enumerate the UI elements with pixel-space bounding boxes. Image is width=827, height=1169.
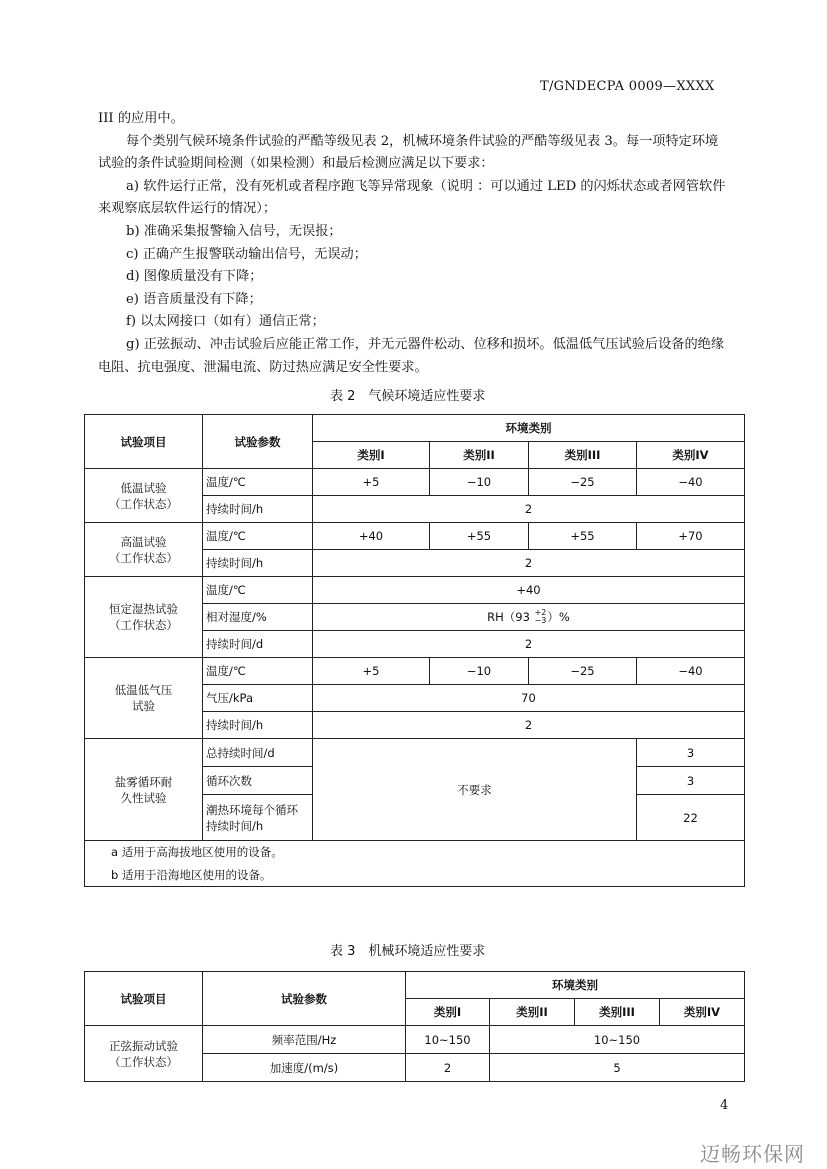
cell: +40: [313, 523, 430, 550]
param-line: 潮热环境每个循环: [206, 802, 298, 817]
header-cat2: 类别II: [430, 442, 529, 469]
name-line: （工作状态）: [109, 1054, 178, 1069]
table2-caption: 表 2 气候环境适应性要求: [330, 389, 486, 404]
param-temp: 温度/℃: [203, 469, 313, 496]
param-temp: 温度/℃: [203, 658, 313, 685]
cell: 2: [313, 496, 745, 523]
header-env: 环境类别: [313, 415, 745, 442]
name-line: 恒定湿热试验: [109, 602, 178, 616]
name-line: 低温低气压: [114, 683, 173, 697]
name-line: 正弦振动试验: [109, 1038, 178, 1053]
cell: 2: [313, 712, 745, 739]
mechanical-table: [84, 971, 745, 1082]
header-cat4: 类别IV: [660, 999, 745, 1026]
cell: 10~150: [406, 1026, 490, 1054]
cell: −25: [529, 469, 637, 496]
cell: 10~150: [490, 1026, 745, 1054]
rh-prefix: RH（93: [487, 609, 534, 624]
climate-table: [84, 414, 745, 887]
name-line: 低温试验: [120, 480, 167, 495]
body-line: d) 图像质量没有下降；: [126, 269, 263, 285]
cell: +5: [313, 658, 430, 685]
cell: +55: [529, 523, 637, 550]
header-cat2: 类别II: [490, 999, 575, 1026]
row-low-temp-name: [85, 469, 203, 523]
header-cat1: 类别I: [406, 999, 490, 1026]
header-cat3: 类别III: [529, 442, 637, 469]
body-line: a) 软件运行正常，没有死机或者程序跑飞等异常现象（说明 ：可以通过 LED 的闪烁状态或者网管软件来观察底层软件运行的情况）；: [98, 178, 726, 217]
cell: 70: [313, 685, 745, 712]
header-cat3: 类别III: [575, 999, 660, 1026]
rh-down: −3: [534, 616, 547, 626]
param-freq: 频率范围/Hz: [203, 1026, 406, 1054]
param-temp: 温度/℃: [203, 577, 313, 604]
name-line: 试验: [132, 699, 155, 713]
body-line: 每个类别气候环境条件试验的严酷等级见表 2，机械环境条件试验的严酷等级见表 3。每一项特定环境试验的条件试验期间检测（如果检测）和最后检测应满足以下要求：: [98, 133, 719, 172]
param-hours: 持续时间/h: [203, 550, 313, 577]
cell: 2: [313, 631, 745, 658]
param-temp: 温度/℃: [203, 523, 313, 550]
param-line: 持续时间/h: [206, 818, 264, 833]
header-item: 试验项目: [85, 972, 203, 1026]
cell: −40: [637, 469, 745, 496]
cell: +5: [313, 469, 430, 496]
cell: 5: [490, 1054, 745, 1082]
cell: 3: [637, 767, 745, 795]
body-text: [98, 108, 728, 379]
row-low-pressure-name: [85, 658, 203, 739]
cell: +55: [430, 523, 529, 550]
body-line: g) 正弦振动、冲击试验后应能正常工作，并无元器件松动、位移和损坏。低温低气压试验后设备的绝缘电阻、抗电强度、泄漏电流、防过热应满足安全性要求。: [98, 336, 725, 375]
name-line: 高温试验: [120, 534, 167, 549]
cell: 2: [313, 550, 745, 577]
param-hours: 持续时间/h: [203, 496, 313, 523]
header-cat1: 类别I: [313, 442, 430, 469]
header-item: 试验项目: [85, 415, 203, 469]
header-cat4: 类别IV: [637, 442, 745, 469]
row-sine-vibration-name: [85, 1026, 203, 1082]
body-line: f) 以太网接口（如有）通信正常；: [126, 314, 325, 330]
header-param: 试验参数: [203, 415, 313, 469]
body-line: c) 正确产生报警联动输出信号，无误动；: [126, 246, 367, 262]
cell: 2: [406, 1054, 490, 1082]
rh-tolerance: [535, 609, 547, 625]
param-days: 持续时间/d: [203, 631, 313, 658]
name-line: （工作状态）: [109, 496, 178, 511]
param-kpa: 气压/kPa: [203, 685, 313, 712]
param-cycles: 循环次数: [203, 767, 313, 795]
row-damp-heat-name: [85, 577, 203, 658]
name-line: （工作状态）: [109, 550, 178, 565]
cell-not-required: 不要求: [313, 739, 637, 841]
name-line: 久性试验: [120, 790, 167, 805]
rh-suffix: ）%: [547, 609, 570, 624]
page-number: 4: [720, 1098, 729, 1113]
cell: +40: [313, 577, 745, 604]
param-rh: 相对湿度/%: [203, 604, 313, 631]
body-line: III 的应用中。: [98, 111, 184, 126]
watermark: 迈畅环保网: [700, 1142, 805, 1166]
cell: 3: [637, 739, 745, 767]
note-a: a 适用于高海拔地区使用的设备。: [85, 841, 745, 864]
name-line: （工作状态）: [109, 618, 178, 632]
body-line: b) 准确采集报警输入信号，无误报；: [126, 223, 342, 239]
header-env: 环境类别: [406, 972, 745, 999]
cell: −40: [637, 658, 745, 685]
row-salt-mist-name: [85, 739, 203, 841]
param-total-days: 总持续时间/d: [203, 739, 313, 767]
document-code: T/GNDECPA 0009—XXXX: [540, 79, 715, 94]
cell: −10: [430, 469, 529, 496]
table3-caption: 表 3 机械环境适应性要求: [330, 944, 486, 959]
cell-rh: [313, 604, 745, 631]
body-line: e) 语音质量没有下降；: [126, 291, 262, 307]
rh-up: +2: [534, 608, 547, 618]
cell: +70: [637, 523, 745, 550]
param-hours: 持续时间/h: [203, 712, 313, 739]
param-cycle-duration: [203, 795, 313, 841]
header-param: 试验参数: [203, 972, 406, 1026]
cell: −10: [430, 658, 529, 685]
note-b: b 适用于沿海地区使用的设备。: [85, 864, 745, 887]
cell: 22: [637, 795, 745, 841]
name-line: 盐雾循环耐: [114, 774, 173, 789]
cell: −25: [529, 658, 637, 685]
param-acc: 加速度/(m/s): [203, 1054, 406, 1082]
row-high-temp-name: [85, 523, 203, 577]
